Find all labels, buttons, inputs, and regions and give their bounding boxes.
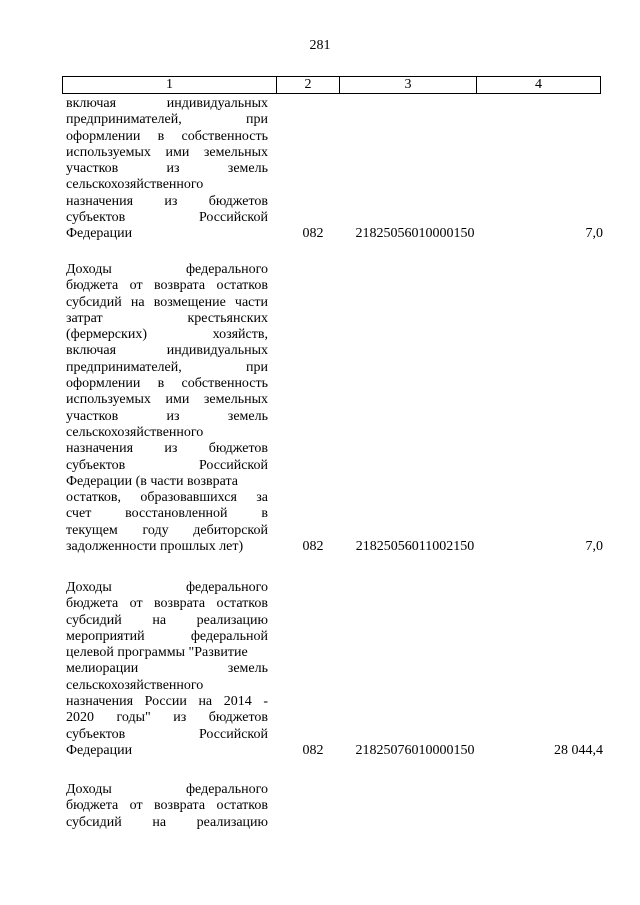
row-code: 082 [302,743,324,758]
row-amount: 7,0 [585,226,603,242]
description-line: назначения России на 2014 - [66,694,268,710]
description-line: субъектов Российской [66,457,268,473]
description-line: назначения из бюджетов [66,193,268,209]
description-line: бюджета от возврата остатков [66,596,268,612]
row-code: 082 [302,539,324,555]
row-description [66,580,268,759]
description-line: задолженности прошлых лет) [66,539,244,555]
description-line: Федерации (в части возврата [66,473,238,489]
row-kbk-code: 21825076010000150 [355,743,475,758]
description-line: мелиорации земель [66,661,268,677]
description-line: участков из земель [66,408,268,424]
header-col-1: 1 [166,77,173,92]
description-line: предпринимателей, при [66,112,268,128]
description-line: Федерации [66,226,133,242]
description-line: счет восстановленной в [66,506,268,522]
description-line: сельскохозяйственного [66,424,204,440]
description-line: участков из земель [66,161,268,177]
description-line: оформлении в собственность [66,376,268,392]
description-line: сельскохозяйственного [66,677,204,693]
row-amount: 28 044,4 [554,743,603,758]
description-line: бюджета от возврата остатков [66,278,268,294]
description-line: назначения из бюджетов [66,441,268,457]
row-description [66,782,268,831]
description-line: субъектов Российской [66,726,268,742]
description-line: затрат крестьянских [66,310,268,326]
description-line: 2020 годы" из бюджетов [66,710,268,726]
description-line: Федерации [66,742,133,758]
description-line: используемых ими земельных [66,392,268,408]
row-amount: 7,0 [585,539,603,555]
row-kbk-code: 21825056010000150 [355,226,475,242]
description-line: бюджета от возврата остатков [66,798,268,814]
description-line: текущем году дебиторской [66,522,268,538]
description-line: используемых ими земельных [66,144,268,160]
description-line: субъектов Российской [66,210,268,226]
description-line: оформлении в собственность [66,128,268,144]
row-kbk-code: 21825056011002150 [355,539,475,555]
row-description [66,96,268,243]
header-col-4: 4 [476,77,600,93]
description-line: сельскохозяйственного [66,177,204,193]
row-description [66,262,268,555]
header-col-2: 2 [276,77,339,93]
description-line: (фермерских) хозяйств, [66,327,268,343]
description-line: субсидий на реализацию [66,612,268,628]
table-header-row [62,76,601,94]
row-code: 082 [302,226,324,242]
description-line: субсидий на возмещение части [66,294,268,310]
description-line: Доходы федерального [66,262,268,277]
page-number: 281 [309,38,331,53]
description-line: Доходы федерального [66,580,268,595]
header-col-3: 3 [339,77,476,93]
description-line: включая индивидуальных [66,343,268,359]
description-line: предпринимателей, при [66,359,268,375]
description-line: включая индивидуальных [66,96,268,111]
description-line: субсидий на реализацию [66,814,268,830]
description-line: остатков, образовавшихся за [66,490,268,506]
description-line: целевой программы "Развитие [66,645,248,661]
description-line: Доходы федерального [66,782,268,797]
description-line: мероприятий федеральной [66,628,268,644]
